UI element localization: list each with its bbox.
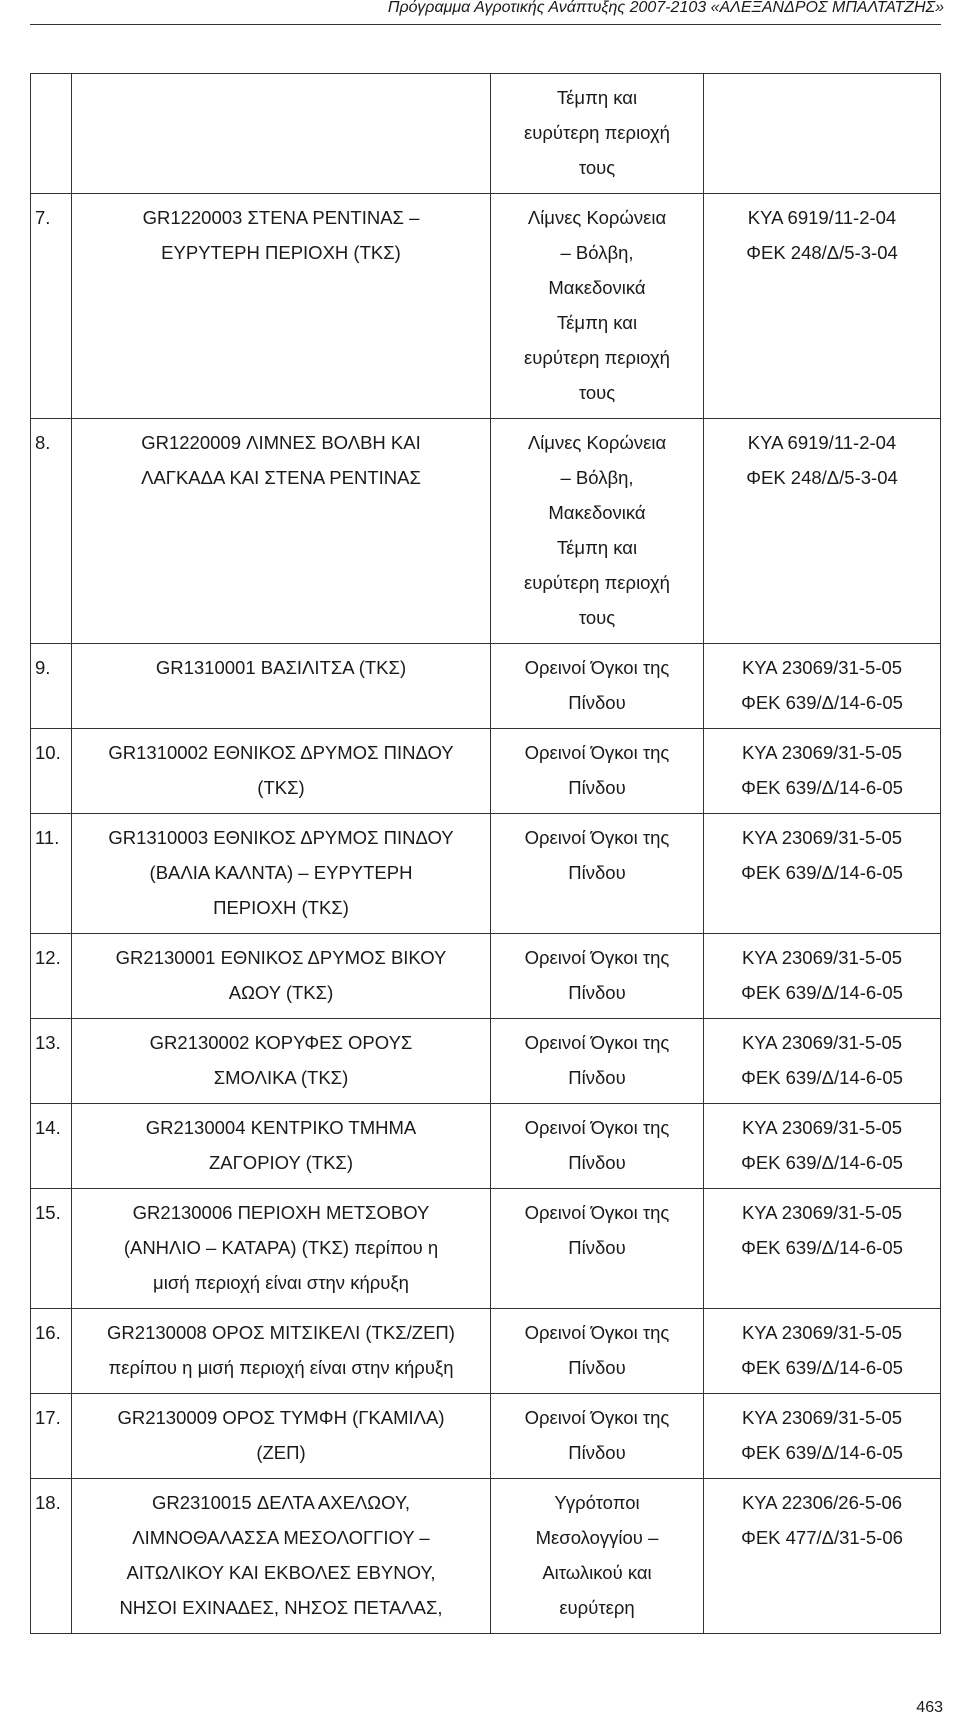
header-divider [30, 24, 941, 25]
row-number: 15. [31, 1189, 72, 1309]
row-number: 13. [31, 1019, 72, 1104]
row-number: 17. [31, 1394, 72, 1479]
row-number: 16. [31, 1309, 72, 1394]
region-cell-line: – Βόλβη, [560, 242, 634, 263]
table-row [31, 1189, 941, 1309]
site-cell-line: (ΒΑΛΙΑ ΚΑΛΝΤΑ) – ΕΥΡΥΤΕΡΗ [149, 862, 413, 883]
reference-cell-line: ΚΥΑ 23069/31-5-05 [741, 1032, 903, 1053]
site-cell-line: ΝΗΣΟΙ ΕΧΙΝΑΔΕΣ, ΝΗΣΟΣ ΠΕΤΑΛΑΣ, [119, 1597, 443, 1618]
region-cell-line: Μεσολογγίου – [535, 1527, 659, 1548]
table-row [31, 644, 941, 729]
reference-cell-line: ΦΕΚ 639/Δ/14-6-05 [741, 1152, 903, 1173]
site-cell-line: ΕΥΡΥΤΕΡΗ ΠΕΡΙΟΧΗ (ΤΚΣ) [161, 242, 401, 263]
site-cell-line: ΖΑΓΟΡΙΟΥ (ΤΚΣ) [208, 1152, 354, 1173]
reference-cell [704, 1104, 941, 1189]
reference-cell-line: ΦΕΚ 639/Δ/14-6-05 [741, 862, 903, 883]
region-cell-line: Πίνδου [568, 1152, 626, 1173]
region-cell-line: Τέμπη και [556, 537, 638, 558]
table-row [31, 1479, 941, 1634]
region-cell-line: Ορεινοί Όγκοι της [524, 1032, 670, 1053]
region-cell [491, 934, 704, 1019]
table-row [31, 1019, 941, 1104]
site-cell [72, 194, 491, 419]
row-number: 12. [31, 934, 72, 1019]
table-row [31, 934, 941, 1019]
reference-cell-line: ΦΕΚ 639/Δ/14-6-05 [741, 1067, 903, 1088]
site-cell-line: GR2130004 ΚΕΝΤΡΙΚΟ ΤΜΗΜΑ [145, 1117, 417, 1138]
reference-cell [704, 644, 941, 729]
site-cell-line: ΑΩΟΥ (ΤΚΣ) [228, 982, 334, 1003]
region-cell-line: Υγρότοποι [554, 1492, 640, 1513]
site-cell [72, 729, 491, 814]
site-cell-line: GR2130009 ΟΡΟΣ ΤΥΜΦΗ (ΓΚΑΜΙΛΑ) [117, 1407, 445, 1428]
site-cell-line: GR1310003 ΕΘΝΙΚΟΣ ΔΡΥΜΟΣ ΠΙΝΔΟΥ [108, 827, 454, 848]
region-cell-line: Ορεινοί Όγκοι της [524, 1202, 670, 1223]
reference-cell-line: ΚΥΑ 23069/31-5-05 [741, 742, 903, 763]
site-cell [72, 814, 491, 934]
site-cell-line: (ΑΝΗΛΙΟ – ΚΑΤΑΡΑ) (ΤΚΣ) περίπου η [123, 1237, 439, 1258]
region-cell [491, 1104, 704, 1189]
reference-cell-line: ΚΥΑ 23069/31-5-05 [741, 1407, 903, 1428]
region-cell-line: Μακεδονικά [548, 277, 646, 298]
region-cell [491, 1189, 704, 1309]
reference-cell [704, 419, 941, 644]
region-cell-line: Λίμνες Κορώνεια [527, 207, 667, 228]
region-cell-line: – Βόλβη, [560, 467, 634, 488]
reference-cell [704, 1019, 941, 1104]
reference-cell-line: ΦΕΚ 248/Δ/5-3-04 [746, 467, 898, 488]
region-cell [491, 1019, 704, 1104]
region-cell-line: Αιτωλικού και [542, 1562, 652, 1583]
table-row [31, 1394, 941, 1479]
reference-cell [704, 729, 941, 814]
site-cell-line: GR1220009 ΛΙΜΝΕΣ ΒΟΛΒΗ ΚΑΙ [141, 432, 421, 453]
region-cell-line: Ορεινοί Όγκοι της [524, 1117, 670, 1138]
region-cell-line: Πίνδου [568, 862, 626, 883]
reference-cell-line: ΚΥΑ 23069/31-5-05 [741, 827, 903, 848]
reference-cell-line: ΚΥΑ 6919/11-2-04 [747, 432, 897, 453]
region-cell [491, 1309, 704, 1394]
region-cell-line: τους [578, 157, 616, 178]
site-cell-line: μισή περιοχή είναι στην κήρυξη [153, 1272, 409, 1293]
reference-cell-line: ΦΕΚ 639/Δ/14-6-05 [741, 777, 903, 798]
region-cell-line: Μακεδονικά [548, 502, 646, 523]
region-cell-line: Λίμνες Κορώνεια [527, 432, 667, 453]
row-number: 14. [31, 1104, 72, 1189]
reference-cell-line: ΚΥΑ 23069/31-5-05 [741, 947, 903, 968]
site-cell-line: GR1220003 ΣΤΕΝΑ ΡΕΝΤΙΝΑΣ – [142, 207, 420, 228]
table-row [31, 1309, 941, 1394]
reference-cell-line: ΦΕΚ 639/Δ/14-6-05 [741, 692, 903, 713]
reference-cell [704, 1189, 941, 1309]
site-cell [72, 934, 491, 1019]
reference-cell-line: ΚΥΑ 23069/31-5-05 [741, 1117, 903, 1138]
site-cell-line: GR2130006 ΠΕΡΙΟΧΗ ΜΕΤΣΟΒΟΥ [132, 1202, 430, 1223]
region-cell-line: Ορεινοί Όγκοι της [524, 657, 670, 678]
reference-cell-line: ΚΥΑ 22306/26-5-06 [741, 1492, 903, 1513]
region-cell-line: τους [578, 382, 616, 403]
reference-cell-line: ΚΥΑ 23069/31-5-05 [741, 1322, 903, 1343]
region-cell-line: Πίνδου [568, 692, 626, 713]
region-cell-line: Πίνδου [568, 982, 626, 1003]
page-number: 463 [916, 1699, 943, 1716]
region-cell [491, 74, 704, 194]
site-cell-line: GR2310015 ΔΕΛΤΑ ΑΧΕΛΩΟΥ, [151, 1492, 411, 1513]
region-cell-line: Ορεινοί Όγκοι της [524, 1407, 670, 1428]
reference-cell [704, 1479, 941, 1634]
reference-cell-line: ΦΕΚ 477/Δ/31-5-06 [741, 1527, 903, 1548]
site-cell [72, 1394, 491, 1479]
row-number: 18. [31, 1479, 72, 1634]
site-cell-line: GR1310001 ΒΑΣΙΛΙΤΣΑ (ΤΚΣ) [155, 657, 407, 678]
site-cell [72, 419, 491, 644]
region-cell-line: Πίνδου [568, 1357, 626, 1378]
site-cell [72, 1104, 491, 1189]
site-cell [72, 1019, 491, 1104]
region-cell-line: Ορεινοί Όγκοι της [524, 827, 670, 848]
table-row [31, 729, 941, 814]
region-cell-line: Πίνδου [568, 1442, 626, 1463]
region-cell-line: ευρύτερη περιοχή [524, 122, 670, 143]
reference-cell-line: ΚΥΑ 23069/31-5-05 [741, 1202, 903, 1223]
row-number: 10. [31, 729, 72, 814]
site-cell [72, 1189, 491, 1309]
row-number: 7. [31, 194, 72, 419]
region-cell-line: Τέμπη και [556, 87, 638, 108]
region-cell [491, 1479, 704, 1634]
region-cell-line: Πίνδου [568, 777, 626, 798]
protected-areas-table [30, 73, 941, 1634]
reference-cell-line: ΦΕΚ 639/Δ/14-6-05 [741, 1442, 903, 1463]
table-row [31, 1104, 941, 1189]
row-number: 9. [31, 644, 72, 729]
region-cell-line: ευρύτερη περιοχή [524, 572, 670, 593]
region-cell [491, 644, 704, 729]
table-row [31, 419, 941, 644]
reference-cell [704, 194, 941, 419]
reference-cell-line: ΚΥΑ 23069/31-5-05 [741, 657, 903, 678]
site-cell-line: (ΖΕΠ) [256, 1442, 306, 1463]
reference-cell [704, 74, 941, 194]
site-cell-line: ΣΜΟΛΙΚΑ (ΤΚΣ) [213, 1067, 349, 1088]
site-cell [72, 644, 491, 729]
region-cell-line: Ορεινοί Όγκοι της [524, 1322, 670, 1343]
site-cell-line: GR1310002 ΕΘΝΙΚΟΣ ΔΡΥΜΟΣ ΠΙΝΔΟΥ [108, 742, 454, 763]
reference-cell-line: ΦΕΚ 248/Δ/5-3-04 [746, 242, 898, 263]
row-number [31, 74, 72, 194]
region-cell-line: Πίνδου [568, 1067, 626, 1088]
reference-cell [704, 1309, 941, 1394]
site-cell-line: ΠΕΡΙΟΧΗ (ΤΚΣ) [213, 897, 349, 918]
site-cell-line: ΛΙΜΝΟΘΑΛΑΣΣΑ ΜΕΣΟΛΟΓΓΙΟΥ – [132, 1527, 430, 1548]
site-cell [72, 1309, 491, 1394]
site-cell-line: ΛΑΓΚΑΔΑ ΚΑΙ ΣΤΕΝΑ ΡΕΝΤΙΝΑΣ [141, 467, 421, 488]
region-cell-line: Πίνδου [568, 1237, 626, 1258]
reference-cell [704, 1394, 941, 1479]
region-cell [491, 729, 704, 814]
table-row [31, 194, 941, 419]
site-cell-line: ΑΙΤΩΛΙΚΟΥ ΚΑΙ ΕΚΒΟΛΕΣ ΕΒΥΝΟΥ, [126, 1562, 436, 1583]
table-row [31, 74, 941, 194]
site-cell [72, 1479, 491, 1634]
site-cell-line: GR2130001 ΕΘΝΙΚΟΣ ΔΡΥΜΟΣ ΒΙΚΟΥ [115, 947, 447, 968]
site-cell-line: περίπου η μισή περιοχή είναι στην κήρυξη [108, 1357, 454, 1378]
region-cell [491, 194, 704, 419]
site-cell-line: (ΤΚΣ) [257, 777, 305, 798]
table-row [31, 814, 941, 934]
region-cell-line: ευρύτερη [559, 1597, 635, 1618]
region-cell-line: ευρύτερη περιοχή [524, 347, 670, 368]
region-cell-line: Ορεινοί Όγκοι της [524, 947, 670, 968]
reference-cell-line: ΦΕΚ 639/Δ/14-6-05 [741, 1357, 903, 1378]
reference-cell-line: ΦΕΚ 639/Δ/14-6-05 [741, 1237, 903, 1258]
region-cell [491, 1394, 704, 1479]
site-cell [72, 74, 491, 194]
reference-cell-line: ΚΥΑ 6919/11-2-04 [747, 207, 897, 228]
row-number: 11. [31, 814, 72, 934]
region-cell [491, 814, 704, 934]
region-cell [491, 419, 704, 644]
reference-cell [704, 934, 941, 1019]
region-cell-line: Τέμπη και [556, 312, 638, 333]
reference-cell [704, 814, 941, 934]
row-number: 8. [31, 419, 72, 644]
reference-cell-line: ΦΕΚ 639/Δ/14-6-05 [741, 982, 903, 1003]
region-cell-line: Ορεινοί Όγκοι της [524, 742, 670, 763]
page-header: Πρόγραμμα Αγροτικής Ανάπτυξης 2007-2103 «ΑΛΕΞΑΝΔΡΟΣ ΜΠΑΛΤΑΤΖΗΣ» [387, 0, 944, 16]
site-cell-line: GR2130002 ΚΟΡΥΦΕΣ ΟΡΟΥΣ [149, 1032, 413, 1053]
region-cell-line: τους [578, 607, 616, 628]
site-cell-line: GR2130008 ΟΡΟΣ ΜΙΤΣΙΚΕΛΙ (ΤΚΣ/ΖΕΠ) [107, 1322, 455, 1343]
